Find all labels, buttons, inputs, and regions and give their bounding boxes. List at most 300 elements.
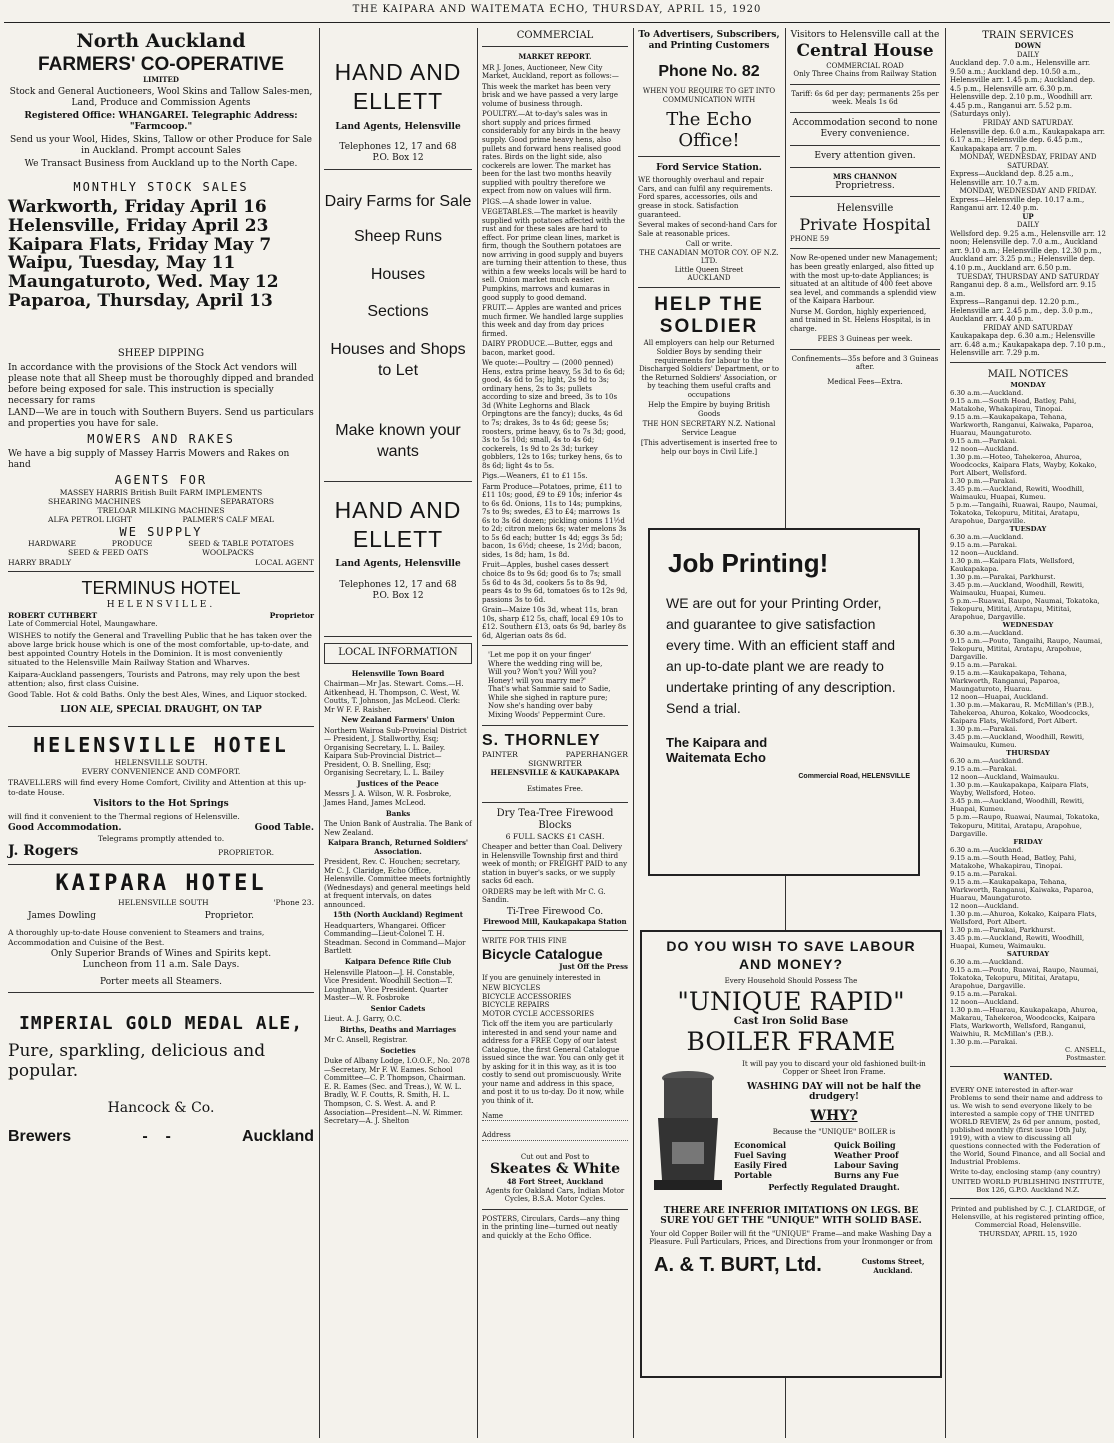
hospital-fees: FEES 3 Guineas per week.: [817, 335, 913, 344]
mail-line: 12 noon—Huapai, Auckland.: [950, 693, 1049, 702]
supply-title: WE SUPPLY: [119, 524, 203, 539]
mail-line: 9.15 a.m.—Parakai.: [950, 436, 1018, 445]
mail-line: 6.30 a.m.—Auckland.: [950, 845, 1024, 854]
kaipara-hotel-text-2: Only Superior Brands of Wines and Spirits kept.: [50, 948, 272, 959]
kaipara-hotel-title: KAIPARA HOTEL: [55, 871, 267, 897]
column-3: [478, 30, 632, 1438]
mail-line: 12 noon—Auckland, Waimauku.: [950, 773, 1060, 782]
market-para: FRUIT.— Apples are wanted and prices much firmer. We handled large supplies this week and day from day prices firmed.: [482, 304, 624, 338]
rogers-name: J. Rogers: [8, 843, 79, 860]
mail-line: 9.15 a.m.—Parakai.: [950, 765, 1018, 774]
mowers-title: MOWERS AND RAKES: [87, 432, 235, 447]
job-printing-text: WE are out for your Printing Order, and guarantee to give satisfaction every time. With an efficient staff and an up-to-date plant we are ready to undertake printing of any description. Send a trial.: [666, 595, 896, 716]
wanted-ad: [950, 1073, 1106, 1199]
dowling-name: James Dowling: [28, 911, 96, 922]
helensville-hotel-sub: HELENSVILLE SOUTH.: [114, 757, 208, 767]
terminus-late: Late of Commercial Hotel, Maungawhare.: [8, 620, 158, 629]
terminus-text-2: Kaipara-Auckland passengers, Tourists and Patrons, may rely upon the best attention; also, first class Cuisine.: [8, 669, 300, 688]
central-attention: Every attention given.: [814, 150, 916, 161]
info-text: Lieut. A. J. Garry, O.C.: [324, 1015, 402, 1024]
bicycle-item[interactable]: MOTOR CYCLE ACCESSORIES: [482, 1009, 595, 1018]
hospital-ad: [790, 203, 940, 386]
poem-line: Will you? Won't you? Will you?: [488, 668, 597, 677]
feature: Quick Boiling: [834, 1140, 896, 1150]
farmers-text: Stock and General Auctioneers, Wool Skins and Tallow Sales-men, Land, Produce and Commission Agents: [9, 86, 313, 108]
masthead: THE KAIPARA AND WAITEMATA ECHO, THURSDAY, APRIL 15, 1920: [352, 4, 762, 15]
mail-day: TUESDAY: [1009, 524, 1047, 533]
hospital-text-2: Nurse M. Gordon, highly experienced, and trained in St. Helens Hospital, is in charge.: [790, 307, 931, 333]
column-2: [320, 30, 476, 1438]
market-para: PIGS.—A shade lower in value.: [482, 197, 592, 206]
hospital-confinements: Confinements—35s before and 3 Guineas after.: [791, 354, 939, 372]
mail-line: 9.15 a.m.—Kaukapakapa, Tehana, Warkworth, Ranganui, Kaiwaka, Paparoa, Huarau, Maungaturoto.: [950, 877, 1094, 902]
help-soldier-ad: [638, 294, 780, 457]
central-visitors: Visitors to Helensville call at the: [790, 30, 940, 40]
dipping-text: In accordance with the provisions of the Stock Act vendors will please note that all Sheep must be thoroughly dipped and branded before being exposed for sale. This instruction is specially necessary for rams: [8, 362, 314, 406]
mail-line: 9.15 a.m.—Kaukapakapa, Tehana, Warkworth, Ranganui, Paparoa, Maungaturoto, Huarau.: [950, 669, 1067, 694]
thornley-title: S. THORNLEY: [482, 731, 601, 749]
info-text: Northern Wairoa Sub-Provincial District — President, J. Stallworthy, Esq; Organising Secretary, L. L. Bailey. Kaipara Sub-Provincial District—President, O. B. Snelling, Esq; Organising Secretary, L. L. Bailey: [324, 726, 467, 778]
poem-line: While she sighed in rapture pure;: [488, 693, 608, 702]
farmers-ad: [8, 30, 314, 572]
lion-ale: LION ALE, SPECIAL DRAUGHT, ON TAP: [60, 705, 262, 716]
help-soldier-title: HELP THE SOLDIER: [654, 293, 764, 337]
echo-address: Commercial Road, HELENSVILLE: [798, 773, 910, 780]
poem-line: Mixing Woods' Peppermint Cure.: [488, 710, 606, 719]
mail-line: 5 p.m.—Raupo, Ruawai, Naumai, Tokatoka, Tekopuru, Mititai, Aratapu, Arapohue, Dargaville.: [950, 813, 1100, 838]
thornley-trade-3: SIGNWRITER: [528, 759, 582, 769]
market-para: Grain—Maize 10s 3d, wheat 11s, bran 10s, sharp £12 5s, chaff, local £9 10s to £12. Southern £13, oats 6s 9d, barley 8s 6d, Algerian oats 8s 6d.: [482, 606, 626, 640]
telephones: Telephones 12, 17 and 68: [339, 142, 457, 153]
central-road: COMMERCIAL ROAD: [826, 61, 904, 70]
farmers-text-3: We Transact Business from Auckland up to the North Cape.: [24, 158, 298, 169]
terminus-proprietor-label: Proprietor: [269, 610, 314, 620]
sale-item: Warkworth, Friday April 16: [8, 197, 267, 218]
mail-line: 3.45 p.m.—Auckland, Woodhill, Rewiti, Waimauku, Kumeu.: [950, 733, 1085, 750]
hot-springs: Visitors to the Hot Springs: [93, 798, 229, 809]
feature: Burns any Fue: [834, 1170, 899, 1180]
farmers-limited: LIMITED: [143, 75, 179, 85]
cut-out: Cut out and Post to: [520, 1152, 590, 1161]
firewood-price: 6 FULL SACKS £1 CASH.: [505, 831, 605, 841]
info-heading: Kaipara Defence Rifle Club: [344, 957, 452, 966]
land-agents-2: Land Agents, Helensville: [335, 559, 461, 570]
telegrams: Telegrams promptly attended to.: [97, 833, 225, 843]
feature: Fuel Saving: [734, 1150, 787, 1160]
train-down: DOWN: [1014, 41, 1042, 51]
listing-item: Dairy Farms for Sale: [324, 193, 472, 211]
bicycle-item[interactable]: BICYCLE REPAIRS: [482, 1001, 550, 1010]
mail-line: 1.30 p.m.—Parakai, Parkhurst.: [950, 573, 1056, 582]
farmers-text-2: Send us your Wool, Hides, Skins, Tallow or other Produce for Sale in Auckland. Prompt account Sales: [9, 134, 313, 156]
train-line: TUESDAY, THURSDAY AND SATURDAY: [956, 272, 1100, 281]
mail-day: FRIDAY: [1013, 837, 1043, 846]
bicycle-sub: Just Off the Press: [559, 962, 628, 972]
agent-line: ALFA PETROL LIGHT: [48, 515, 132, 525]
ford-city: AUCKLAND: [687, 274, 731, 283]
help-soldier-text-3: THE HON SECRETARY N.Z. National Service League: [642, 420, 776, 437]
help-soldier-text-2: Help the Empire by buying British Goods: [647, 401, 770, 418]
mowers-text: We have a big supply of Massey Harris Mowers and Rakes on hand: [8, 449, 290, 470]
mail-line: 5 p.m.—Ruawai, Raupo, Naumai, Tokatoka, Tekopuru, Mititai, Aratapu, Mititai, Arapohue, Dargaville.: [950, 597, 1100, 622]
bicycle-item[interactable]: NEW BICYCLES: [482, 984, 541, 993]
helensville-hotel-text-2: will find it convenient to the Thermal regions of Helensville.: [8, 811, 240, 821]
train-line: Express—Auckland dep. 8.25 a.m., Helensville arr. 10.7 a.m.: [950, 170, 1074, 187]
info-text: Headquarters, Whangarei. Officer Commanding—Lieut-Colonel T. H. Steadman. Second in Command—Major Bartlett: [324, 921, 466, 956]
why: WHY?: [810, 1108, 858, 1124]
mail-line: 6.30 a.m.—Auckland.: [950, 388, 1024, 397]
cast-iron: Cast Iron Solid Base: [733, 1016, 849, 1027]
listing-item: Houses: [370, 265, 426, 283]
info-heading: Banks: [385, 808, 411, 818]
postmaster-title: Postmaster.: [1065, 1053, 1106, 1062]
telephones-2: Telephones 12, 17 and 68: [339, 580, 457, 591]
land-text: LAND—We are in touch with Southern Buyers. Send us particulars and properties you have for sale.: [8, 408, 314, 430]
train-line: FRIDAY AND SATURDAY: [983, 323, 1073, 332]
imprint: Printed and published by C. J. CLARIDGE, of Helensville, at his registered printing office, Commercial Road, Helensville.: [951, 1204, 1105, 1230]
mail-line: 6.30 a.m.—Auckland.: [950, 957, 1024, 966]
market-para: Fruit—Apples, bushel cases dessert choice 8s to 9s 6d; good 6s to 7s; small 5s 6d to 4s 3d, cookers 5s to 8s 9d, pears 4s to 9s 6d, tomatoes 6s to 12s 9d, passions 3s to 6d.: [482, 561, 628, 604]
skeates-title: Skeates & White: [489, 1161, 621, 1178]
hand-ellett-ad: [324, 58, 472, 602]
land-agents: Land Agents, Helensville: [335, 121, 461, 132]
mail-line: 9.15 a.m.—Parakai.: [950, 869, 1018, 878]
helensville-hotel-text: TRAVELLERS will find every Home Comfort, Civility and Attention at this up-to-date House.: [8, 778, 307, 797]
channon: MRS CHANNON: [833, 171, 897, 181]
mail-line: 3.45 p.m.—Auckland, Rewiti, Woodhill, Waimauku, Huapai, Kumeu.: [950, 484, 1085, 501]
mail-line: 1.30 p.m.—Kaipara Flats, Wellsford, Kaukapakapa.: [950, 556, 1075, 573]
info-text: Mr C. Ansell, Registrar.: [324, 1036, 408, 1045]
info-heading: Justices of the Peace: [357, 778, 439, 788]
mail-line: 3.45 p.m.—Auckland, Rewiti, Woodhill, Huapai, Kumeu, Waimauku.: [950, 933, 1085, 950]
train-line: Express—Helensville dep. 10.17 a.m., Ranganui arr. 12.40 p.m.: [950, 195, 1085, 213]
farmers-office: Registered Office: WHANGAREI. Telegraphic Address: "Farmcoop.": [24, 110, 298, 132]
train-up: UP: [1022, 211, 1034, 221]
thornley-trade-2: PAPERHANGER: [565, 750, 628, 760]
mail-line: 6.30 a.m.—Auckland.: [950, 629, 1024, 638]
info-heading: Societies: [380, 1045, 416, 1055]
good-accommodation: Good Accommodation.: [8, 823, 122, 833]
mail-line: 9.15 a.m.—Kaukapakapa, Tehana, Warkworth, Ranganui, Kaiwaka, Paparoa, Huarau, Maungaturoto.: [950, 412, 1094, 437]
central-accommodation: Accommodation second to none Every convenience.: [792, 117, 938, 139]
train-line: Auckland dep. 7.0 a.m., Helensville arr. 9.50 a.m.; Auckland dep. 10.50 a.m., Helensville arr. 1.45 p.m.; Auckland dep. 4.5 p.m., Helensville arr. 6.30 p.m.: [950, 59, 1095, 93]
mail-line: 1.30 p.m.—Parakai.: [950, 476, 1018, 485]
local-information: [324, 643, 472, 1125]
dowling-label: Proprietor.: [204, 911, 254, 922]
supply-line: WOOLPACKS: [202, 548, 254, 558]
help-soldier-note: [This advertisement is inserted free to help our boys in Civil Life.]: [640, 439, 778, 456]
burt-address: Customs Street, Auckland.: [861, 1256, 925, 1275]
mail-line: 12 noon—Auckland.: [950, 901, 1019, 910]
hancock: Hancock & Co.: [107, 1100, 215, 1117]
info-heading: Helensville Town Board: [351, 668, 445, 678]
hospital-title: Private Hospital: [799, 215, 931, 235]
bicycle-item[interactable]: BICYCLE ACCESSORIES: [482, 992, 572, 1001]
info-heading: 15th (North Auckland) Regiment: [333, 910, 463, 920]
mail-title: MAIL NOTICES: [987, 368, 1069, 380]
central-chains: Only Three Chains from Railway Station: [793, 70, 937, 79]
skeates-agents: Agents for Oakland Cars, Indian Motor Cycles, B.S.A. Motor Cycles.: [485, 1186, 625, 1204]
train-title: TRAIN SERVICES: [982, 30, 1074, 41]
mail-line: 9.15 a.m.—Pouto, Tangaihi, Raupo, Naumai, Tekopuru, Mititai, Aratapu, Arapohue, Dargaville.: [950, 637, 1103, 662]
train-daily-2: DAILY: [1016, 221, 1040, 230]
mail-day: THURSDAY: [1006, 749, 1050, 758]
po-box-2: P.O. Box 12: [372, 591, 424, 602]
helensville-hotel-title: HELENSVILLE HOTEL: [33, 733, 289, 758]
ford-company: THE CANADIAN MOTOR COY. OF N.Z. LTD.: [639, 248, 779, 266]
kaipara-hotel-text-4: Porter meets all Steamers.: [100, 976, 222, 987]
train-line: Helensville dep. 2.10 p.m., Woodhill arr. 4.45 p.m., Ranganui arr. 5.52 p.m. (Saturdays only).: [950, 93, 1093, 119]
listing-item: Houses and Shops to Let: [330, 340, 466, 379]
info-text: Helensville Platoon—J. H. Constable, Vice President. Woodhill Section—T. Loughnan, Vice President. Quarter Master—W. R. Fosbroke: [324, 968, 455, 1003]
listing-item: Make known your wants: [335, 422, 461, 461]
feature: Weather Proof: [834, 1150, 899, 1160]
sale-item: Kaipara Flats, Friday May 7: [8, 234, 272, 255]
firewood-text-2: ORDERS may be left with Mr C. G. Sandin.: [482, 887, 606, 905]
central-house-title: Central House: [796, 40, 934, 61]
mail-line: 9.15 a.m.—South Head, Batley, Pahi, Matakohe, Whakapirau, Tinopai.: [950, 396, 1077, 413]
mail-line: 1.30 p.m.—Hoteo, Tahekeroa, Ahuroa, Woodcocks, Kaipara Flats, Wayby, Kokako, Port Albert, Wellsford.: [950, 452, 1097, 477]
mail-line: 1.30 p.m.—Parakai.: [950, 1037, 1018, 1046]
agent-line: SHEARING MACHINES: [48, 496, 141, 506]
imperial-ale-title: IMPERIAL GOLD MEDAL ALE,: [18, 1012, 304, 1034]
thornley-ad: [482, 731, 628, 932]
farmers-title-2: FARMERS' CO-OPERATIVE: [38, 54, 284, 76]
sale-item: Waipu, Tuesday, May 11: [8, 253, 236, 274]
washing-day: WASHING DAY will not be half the drudgery!: [746, 1082, 922, 1102]
ford-street: Little Queen Street: [674, 265, 744, 274]
local-agent-label: LOCAL AGENT: [255, 557, 314, 567]
supply-line: SEED & FEED OATS: [68, 548, 149, 558]
agent-line: TRELOAR MILKING MACHINES: [97, 506, 225, 516]
hand-ellett-title: HAND AND ELLETT: [334, 59, 462, 114]
hospital-text: Now Re-opened under new Management; has been greatly enlarged, also fitted up with the most up-to-date Appliances; is situated at an altitude of 400 feet above sea level, and commands a splendid view of the Kaipara Harbour.: [790, 254, 938, 306]
ford-ad: [638, 163, 780, 287]
hospital-town: Helensville: [836, 203, 894, 215]
boiler-household: Every Household Should Possess The: [724, 977, 858, 985]
central-house-ad: [790, 30, 940, 197]
ford-text-2: Several makes of second-hand Cars for Sale at reasonable prices.: [638, 221, 778, 238]
supply-line: HARDWARE: [28, 539, 77, 549]
firewood-mill: Firewood Mill, Kaukapakapa Station: [483, 916, 627, 926]
train-line: MONDAY, WEDNESDAY, FRIDAY AND SATURDAY.: [959, 153, 1097, 170]
burt-name: A. & T. BURT, Ltd.: [654, 1254, 822, 1276]
commercial-title: COMMERCIAL: [482, 30, 628, 47]
market-para: This week the market has been very brisk and we have passed a very large volume of business through.: [482, 82, 618, 108]
mail-day: MONDAY: [1010, 380, 1046, 389]
mail-line: 1.30 p.m.—Ahuroa, Kokako, Kaipara Flats, Wellsford, Port Albert.: [950, 909, 1097, 926]
dipping-title: SHEEP DIPPING: [117, 348, 205, 360]
supply-line: PRODUCE: [111, 539, 153, 549]
mail-line: 9.15 a.m.—Pouto, Ruawai, Raupo, Naumai, Tokatoka, Tekopuru, Mititai, Aratapu, Arapohue, Dargaville.: [950, 965, 1099, 990]
train-line: Ranganui dep. 8 a.m., Wellsford arr. 9.15 a.m.: [950, 281, 1097, 298]
market-intro: MR J. Jones, Auctioneer, New City Market, Auckland, report as follows:—: [482, 63, 619, 81]
boiler-discard: It will pay you to discard your old fashioned built-in Copper or Sheet Iron Frame.: [742, 1060, 926, 1076]
job-printing-ad: [648, 528, 920, 876]
market-para: DAIRY PRODUCE.—Butter, eggs and bacon, market good.: [482, 340, 613, 357]
mail-line: 1.30 p.m.—Kaukapakapa, Kaipara Flats, Wayby, Wellsford, Hoteo.: [950, 781, 1089, 798]
name-field[interactable]: Name: [482, 1112, 628, 1122]
terminus-ad: [8, 578, 314, 727]
postmaster-name: C. ANSELL,: [1065, 1045, 1106, 1054]
imperial-ale-ad: IMPERIAL GOLD MEDAL ALE, Pure, sparkling, delicious and popular. Hancock & Co. Brewers - - Auckland: [8, 1012, 314, 1146]
boiler-ad: [640, 930, 942, 1378]
bicycle-write: WRITE FOR THIS FINE: [482, 937, 567, 946]
auckland: Auckland: [241, 1128, 314, 1146]
terminus-title: TERMINUS HOTEL: [81, 577, 241, 598]
wanted-box: Box 126, G.P.O. Auckland N.Z.: [976, 1185, 1080, 1194]
train-line: MONDAY, WEDNESDAY AND FRIDAY.: [959, 187, 1097, 196]
terminus-proprietor: ROBERT CUTHBERT: [8, 610, 98, 620]
advertisers-ad: [638, 30, 780, 157]
agent-line: MASSEY HARRIS British Built FARM IMPLEMENTS: [59, 487, 263, 497]
hospital-medical: Medical Fees—Extra.: [827, 377, 903, 386]
mail-line: 9.15 a.m.—South Head, Batley, Pahi, Matakohe, Whakapirau, Tinopai.: [950, 853, 1077, 870]
boiler-fit: Your old Copper Boiler will fit the "UNIQUE" Frame—and make Washing Day a Pleasure. Full Particulars, Prices, and Directions from your Ironmonger or from: [649, 1230, 933, 1246]
train-line: Express—Ranganui dep. 12.20 p.m., Helensville arr. 2.45 p.m., dep. 3.0 p.m., Auckland arr. 4.40 p.m.: [950, 298, 1093, 324]
job-printing-title: Job Printing!: [668, 548, 829, 578]
estimates: Estimates Free.: [526, 785, 584, 794]
train-services: [950, 30, 1106, 363]
ford-call: Call or write.: [685, 240, 733, 249]
hospital-phone: PHONE 59: [790, 234, 829, 243]
thornley-trade: PAINTER: [482, 750, 518, 760]
local-info-title: LOCAL INFORMATION: [324, 643, 472, 663]
sale-item: Maungaturoto, Wed. May 12: [8, 272, 279, 293]
thornley-places: HELENSVILLE & KAUKAPAKAPA: [490, 767, 620, 777]
train-line: Kaukapakapa dep. 6.30 a.m.; Helensville arr. 6.48 a.m.; Kaukapakapa dep. 7.10 p.m., Helensville arr. 7.29 p.m.: [950, 332, 1106, 358]
info-text: Messrs J. A. Wilson, W. R. Fosbroke, James Hand, James McLeod.: [324, 790, 452, 807]
supply-line: SEED & TABLE POTATOES: [188, 539, 294, 549]
market-para: Farm Produce—Potatoes, prime, £11 to £11 10s; good, £9 to £9 10s; inferior 4s to 6s 6d. Onions, 11s to 14s; pumpkins, 7s to 9s; swedes, £3 to £4; marrows 1s 6s to 3s 6d dozen; pickling onions 11½d to 2d; citron melons 6s; water melons 3s to 5s 6d each; butter 1s 4d; eggs 3s 5d; bacon, 1s 6½d; cheese, 1s 2½d; bacon, sides, 1s 8d; ham, 1s 8d.: [482, 482, 627, 559]
info-text: Chairman—Mr Jas. Stewart. Coms.—H. Aitkenhead, H. Thompson, C. West, W. Coutts, T. Johnson, Jas McLeod. Clerk: Mr W F. F. Raisher.: [324, 680, 464, 714]
mail-line: 6.30 a.m.—Auckland.: [950, 757, 1024, 766]
phone-number: Phone No. 82: [658, 62, 760, 80]
address-field[interactable]: Address: [482, 1131, 628, 1141]
feature: Labour Saving: [834, 1160, 899, 1170]
terminus-text-3: Good Table. Hot & cold Baths. Only the best Ales, Wines, and Liquor stocked.: [8, 690, 308, 700]
brewers: Brewers: [8, 1128, 72, 1146]
proprietress: Proprietress.: [835, 181, 895, 192]
sale-item: Helensville, Friday April 23: [8, 215, 269, 236]
info-heading: Kaipara Branch, Returned Soldiers' Association.: [327, 838, 469, 856]
terminus-town: HELENSVILLE.: [106, 599, 216, 610]
mail-line: 1.30 p.m.—Makarau, R. McMillan's (P.B.), Tahekeroa, Ahuroa, Kokako, Woodcocks, Kaipara Flats, Wellsford, Port Albert.: [950, 701, 1094, 726]
peppermint-poem: [482, 651, 628, 719]
boiler-illustration: [648, 1060, 728, 1200]
train-daily: DAILY: [1016, 50, 1040, 59]
unique-rapid: "UNIQUE RAPID": [677, 987, 905, 1016]
good-table: Good Table.: [254, 823, 314, 833]
listing-item: Sheep Runs: [353, 228, 443, 246]
info-heading: New Zealand Farmers' Union: [341, 715, 455, 725]
market-para: We quote:—Poultry — (2000 penned) Hens, extra prime heavy, 5s 3d to 6s 6d; good, 4s 6d to 5s; light, 2s 9d to 3s; ordinary hens, 2s to 3s; pullets according to size and breed, 3s to 10s 3d (White Leghorns and Black Orpingtons are the fancy); ducks, 4s 6d to 7s; drakes, 3s to 4s 6d; geese 5s; roosters, prime heavy, 6s to 7s 3d; good, 3s to 5s 10d; small, 4s to 4s 6d; cockerels, 1s 9d to 2s 3d; turkey gobblers, 12s to 16s; turkey hens, 6s to 8s 6d; light 4s to 5s.: [482, 359, 626, 470]
poem-line: Where the wedding ring will be,: [488, 659, 603, 668]
advertisers-title: To Advertisers, Subscribers, and Printing Customers: [638, 30, 780, 51]
imprint-date: THURSDAY, APRIL 15, 1920: [978, 1229, 1078, 1238]
wanted-publisher: UNITED WORLD PUBLISHING INSTITUTE,: [951, 1177, 1105, 1186]
mail-line: 1.30 p.m.—Parakai, Parkhurst.: [950, 925, 1056, 934]
boiler-headline: DO YOU WISH TO SAVE LABOUR AND MONEY?: [666, 938, 916, 972]
local-agent-name: HARRY BRADLY: [8, 557, 72, 567]
info-heading: Senior Cadets: [370, 1003, 426, 1013]
mail-line: 9.15 a.m.—Parakai.: [950, 989, 1018, 998]
firewood-title: Dry Tea-Tree Firewood Blocks: [496, 807, 614, 831]
firewood-text: Cheaper and better than Coal. Delivery in Helensville Township first and third week of month; or FREIGHT PAID to any station in buyer's sacks, or we supply sacks 6d each.: [482, 843, 628, 886]
feature: Economical: [734, 1140, 787, 1150]
mail-line: 1.30 p.m.—Huarau, Kaukapakapa, Ahuroa, Makarau, Tahekeroa, Woodcocks, Kaipara Flats, Warkworth, Wellsford, Ranganui, Waiwhiu, R. McMillan's (P.B.).: [950, 1005, 1098, 1038]
agent-line: PALMER'S CALF MEAL: [182, 515, 274, 525]
kaipara-hotel-text: A thoroughly up-to-date House convenient to Steamers and trains, Accommodation and Cuisine of the Best.: [8, 928, 265, 947]
feature: Portable: [734, 1170, 772, 1180]
train-line: FRIDAY AND SATURDAY.: [982, 118, 1074, 127]
info-heading: Births, Deaths and Marriages: [339, 1024, 457, 1034]
imperial-ale-slogan: Pure, sparkling, delicious and popular.: [8, 1040, 266, 1082]
mail-line: 3.45 p.m.—Auckland, Woodhill, Rewiti, Huapai, Kumeu.: [950, 797, 1085, 814]
po-box: P.O. Box 12: [372, 153, 424, 164]
mail-line: 5 p.m.—Tangaihi, Ruawai, Raupo, Naumai, Tokatoka, Tekopuru, Mititai, Aratapu, Arapohue, Dargaville.: [950, 500, 1098, 525]
poem-line: That's what Sammie said to Sadie,: [488, 685, 611, 694]
help-soldier-text: All employers can help our Returned Soldier Boys by sending their requirements for labour to the Discharged Soldiers' Department, or to the Returned Soldiers' Association, or by teaching them useful crafts and occupations: [639, 339, 779, 399]
mail-line: 9.15 a.m.—Parakai.: [950, 661, 1018, 670]
column-6: [946, 30, 1110, 1438]
market-para: VEGETABLES.—The market is heavily supplied with potatoes affected with the rust and for these sales are hard to effect. For prime clean lines, market is firm, though the Southern potatoes are now arriving in good supply and buyers are turning their attention to these, thus within a few weeks locals will be hard to sell. Onion market much easier. Pumpkins, marrows and kumaras in good supply to good demand.: [482, 208, 627, 302]
agents-title: AGENTS FOR: [114, 472, 208, 487]
bicycle-title: Bicycle Catalogue: [482, 945, 603, 962]
mail-line: 6.30 a.m.—Auckland.: [950, 532, 1024, 541]
column-1: [4, 30, 318, 1438]
wanted-text-2: Write to-day, enclosing stamp (any country): [950, 1167, 1101, 1176]
kaipara-phone: 'Phone 23.: [273, 898, 314, 908]
draught: Perfectly Regulated Draught.: [768, 1182, 900, 1192]
mail-line: 12 noon—Auckland.: [950, 997, 1019, 1006]
wanted-text: EVERY ONE interested in after-war Problems to send their name and address to us. We wish to send everyone likely to be interested a sample copy of THE UNITED WORLD REVIEW, 2s 6d per annum, posted, published monthly (first issue 10th July, 1919), with a view to discussing all questions connected with the Federation of the World, Sound Finance, and all Social and Industrial Problems.: [950, 1085, 1106, 1166]
wanted-title: WANTED.: [1003, 1072, 1053, 1083]
bicycle-ad: [482, 937, 628, 1240]
agent-line: SEPARATORS: [220, 496, 274, 506]
echo-office: The Echo Office!: [666, 108, 752, 152]
terminus-text: WISHES to notify the General and Travelling Public that he has taken over the above large brick house which is one of the most comfortable, up-to-date, and best appointed Country Hotels in the Dominion. It is most conveniently situated to the Helensville Main Railway Station and Wharves.: [8, 630, 312, 668]
phone-text: WHEN YOU REQUIRE TO GET INTO COMMUNICATION WITH: [642, 87, 776, 104]
info-text: President, Rev. C. Houchen; secretary, Mr C. J. Claridge, Echo Office, Helensville. Committee meets fortnightly (Wednesdays) and general meetings held at frequent intervals, on dates announced.: [324, 858, 471, 909]
market-para: Pigs.—Weaners, £1 to £1 15s.: [482, 472, 588, 481]
mail-day: SATURDAY: [1006, 949, 1050, 958]
listing-item: Sections: [367, 303, 429, 321]
feature: Easily Fired: [734, 1160, 787, 1170]
info-text: The Union Bank of Australia. The Bank of New Zealand.: [324, 820, 472, 837]
mail-line: 3.45 p.m.—Auckland, Woodhill, Rewiti, Waimauku, Huapai, Kumeu.: [950, 581, 1085, 598]
mail-line: 1.30 p.m.—Parakai.: [950, 725, 1018, 734]
echo-name: The Kaipara and Waitemata Echo: [666, 735, 768, 765]
rogers-label: PROPRIETOR.: [218, 848, 274, 858]
bicycle-text-2: Tick off the item you are particularly interested in and send your name and address for a FREE Copy of our latest Catalogue, the first General Catalogue issued since the war. You can only get it by asking for it in this way, as it is too costly to send out promiscuously. Write your name and address in this space, and post it to us to-day. Do it now, while you think of it.: [482, 1020, 624, 1105]
kaipara-hotel-text-3: Luncheon from 11 a.m. Sale Days.: [82, 959, 240, 970]
boiler-frame-title: BOILER FRAME: [686, 1027, 896, 1056]
market-report-title: MARKET REPORT.: [518, 52, 592, 62]
ford-title: Ford Service Station.: [656, 163, 762, 174]
train-line: Wellsford dep. 9.25 a.m., Helensville arr. 12 noon; Helensville dep. 7.0 a.m., Auckland arr. 9.10 a.m.; Helensville dep. 12.30 p.m., Auckland arr. 3.25 p.m.; Helensville dep. 4.10 p.m., Auckland arr. 6.50 p.m.: [950, 229, 1106, 272]
helensville-hotel-ad: [8, 733, 314, 865]
sale-item: Paparoa, Thursday, April 13: [8, 290, 273, 311]
mail-notices: [950, 369, 1106, 1067]
market-para: POULTRY.—At to-day's sales was in short supply and prices firmed considerably for any birds in the heavy supply. Good prime heavy hens, also pullets and forward hens realised good rates. Birds on the light side, also cockerels are lower. The market has been for the last two months heavily supplied with poultry therefore we expect from now on values will firm.: [482, 110, 621, 196]
masthead-rule: [4, 22, 1110, 23]
hand-ellett-title-2: HAND AND ELLETT: [334, 496, 462, 552]
poem-line: Now she's handing over baby: [488, 702, 593, 711]
farmers-title: North Auckland: [76, 30, 246, 52]
skeates-address: 48 Fort Street, Auckland: [506, 1177, 604, 1187]
imitations-warning: THERE ARE INFERIOR IMITATIONS ON LEGS. BE SURE YOU GET THE "UNIQUE" WITH SOLID BASE.: [660, 1206, 922, 1226]
